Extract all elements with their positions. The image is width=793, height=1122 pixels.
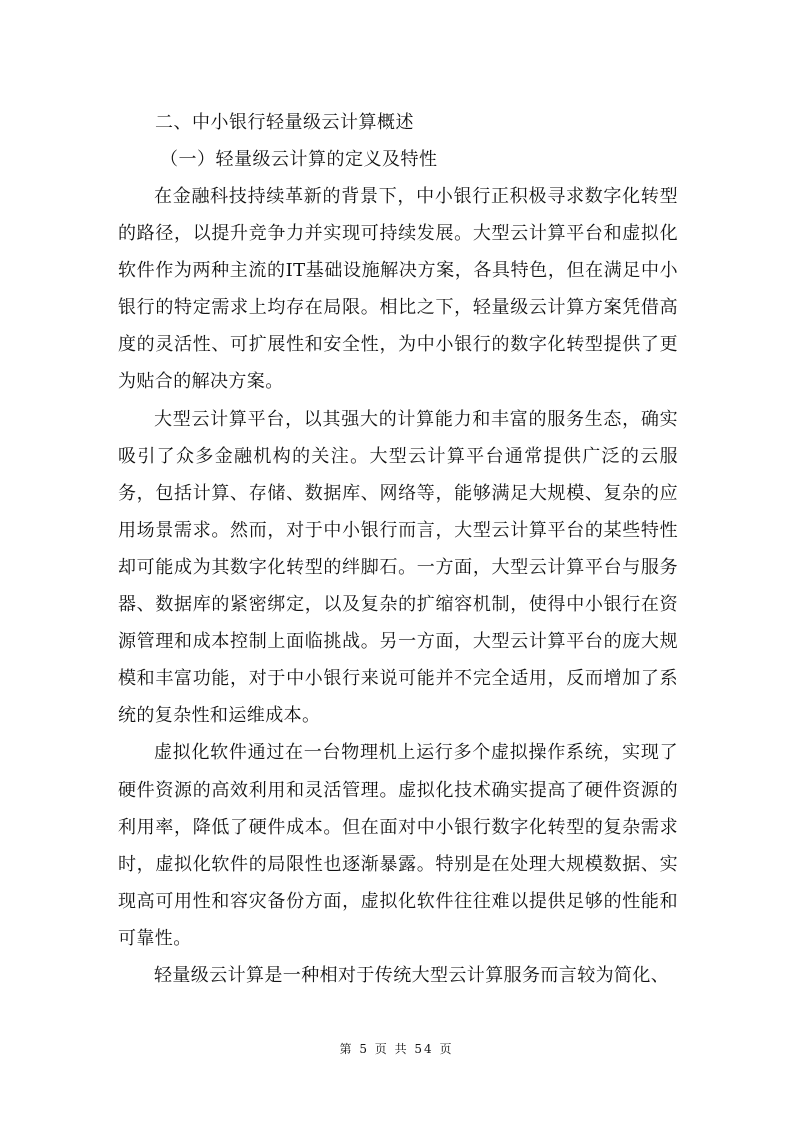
paragraph: 轻量级云计算是一种相对于传统大型云计算服务而言较为简化、	[154, 964, 670, 986]
page-footer: 第 5 页 共 54 页	[339, 1042, 454, 1056]
paragraph: 大型云计算平台，以其强大的计算能力和丰富的服务生态，确实吸引了众多金融机构的关注。大型云计算平台通常提供广泛的云服务，包括计算、存储、数据库、网络等，能够满足大规模、复杂的应用场景需求。然而，对于中小银行而言，大型云计算平台的某些特性却可能成为其数字化转型的绊脚石。一方面，大型云计算平台与服务器、数据库的紧密绑定，以及复杂的扩缩容机制，使得中小银行在资源管理和成本控制上面临挑战。另一方面，大型云计算平台的庞大规模和丰富功能，对于中小银行来说可能并不完全适用，反而增加了系统的复杂性和运维成本。	[118, 408, 678, 727]
section-heading: 二、中小银行轻量级云计算概述	[155, 112, 414, 133]
body-text	[118, 178, 678, 994]
paragraph: 在金融科技持续革新的背景下，中小银行正积极寻求数字化转型的路径，以提升竞争力并实现可持续发展。大型云计算平台和虚拟化软件作为两种主流的IT基础设施解决方案，各具特色，但在满足中小银行的特定需求上均存在局限。相比之下，轻量级云计算方案凭借高度的灵活性、可扩展性和安全性，为中小银行的数字化转型提供了更为贴合的解决方案。	[118, 186, 678, 393]
subsection-heading: （一）轻量级云计算的定义及特性	[160, 149, 438, 170]
paragraph: 虚拟化软件通过在一台物理机上运行多个虚拟操作系统，实现了硬件资源的高效利用和灵活管理。虚拟化技术确实提高了硬件资源的利用率，降低了硬件成本。但在面对中小银行数字化转型的复杂需求时，虚拟化软件的局限性也逐渐暴露。特别是在处理大规模数据、实现高可用性和容灾备份方面，虚拟化软件往往难以提供足够的性能和可靠性。	[118, 742, 678, 949]
